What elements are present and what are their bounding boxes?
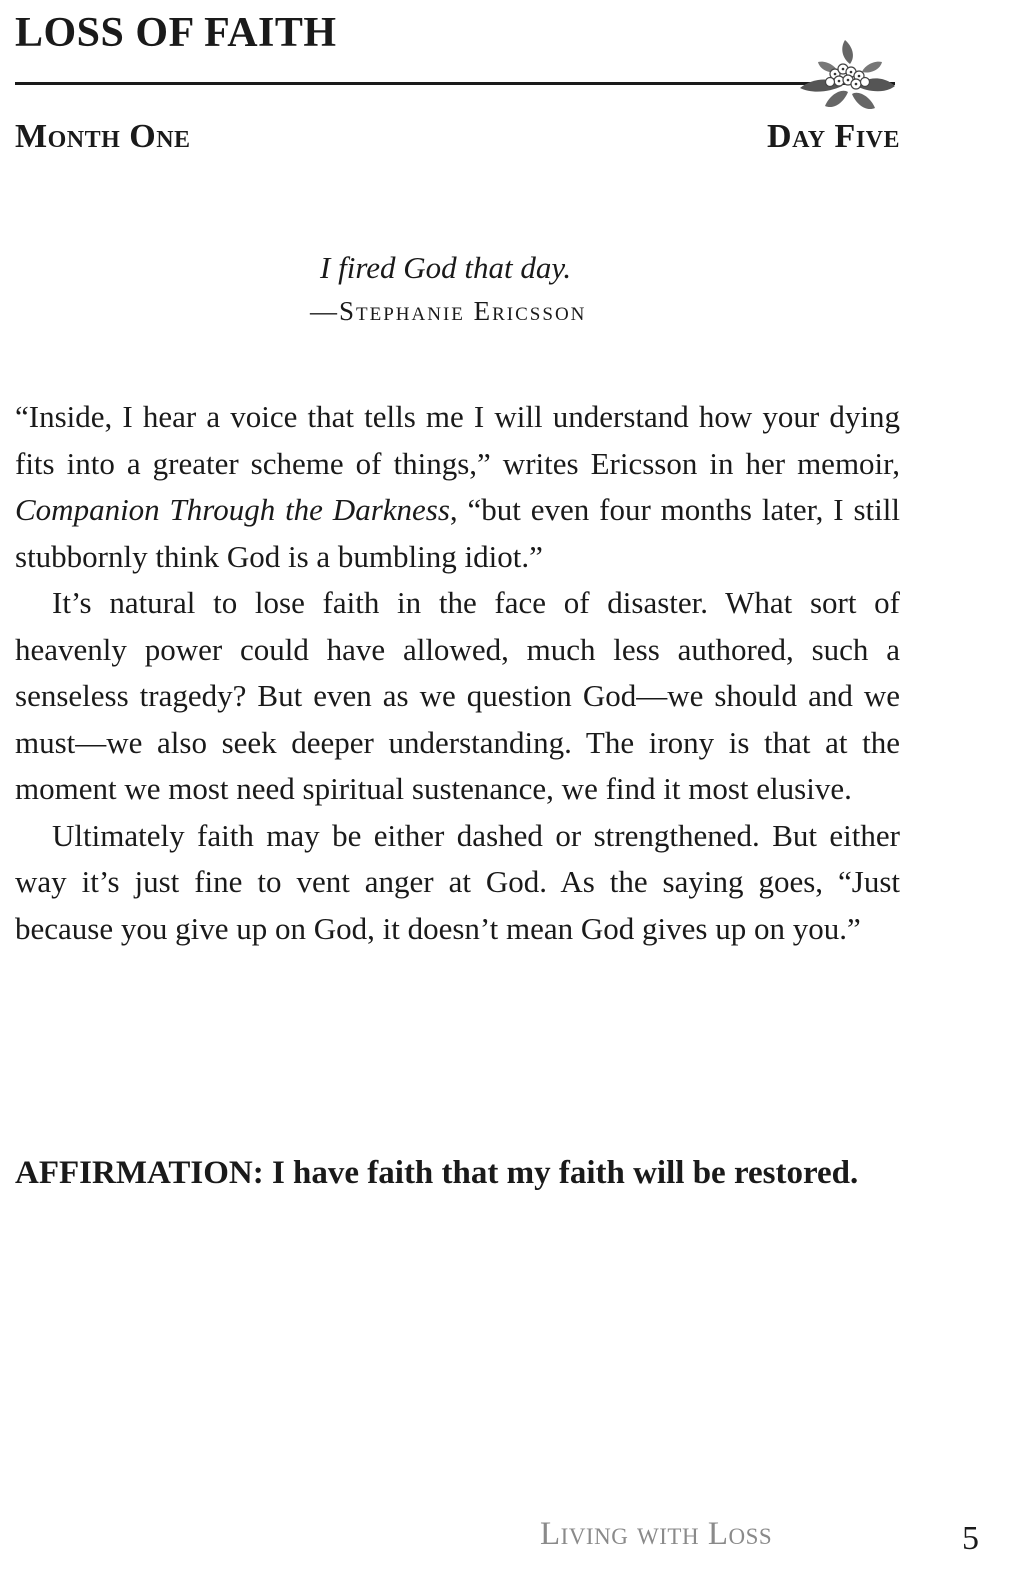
flower-ornament-icon: [790, 36, 905, 118]
running-footer: Living with Loss: [540, 1516, 773, 1552]
page-title: LOSS OF FAITH: [15, 10, 337, 56]
epigraph-author: —Stephanie Ericsson: [310, 296, 587, 327]
epigraph-quote: I fired God that day.: [320, 250, 572, 285]
body-text: [15, 394, 900, 952]
month-label: Month One: [15, 118, 191, 155]
title-rule: [15, 82, 895, 85]
paragraph-2: It’s natural to lose faith in the face of disaster. What sort of heavenly power could have allowed, much less authored, such a senseless tragedy? But even as we question God—we should and we must—we also seek deeper understanding. The irony is that at the moment we most need spiritual sustenance, we find it most elusive.: [15, 585, 900, 806]
paragraph-1: “Inside, I hear a voice that tells me I will understand how your dying fits into a greater scheme of things,” writes Ericsson in her memoir, Companion Through the Darkness, “but even four months later, I still stubbornly think God is a bumbling idiot.”: [15, 399, 900, 574]
book-title: Companion Through the Darkness: [15, 492, 450, 527]
epigraph: [310, 248, 740, 329]
paragraph-3: Ultimately faith may be either dashed or strengthened. But either way it’s just fine to vent anger at God. As the saying goes, “Just because you give up on God, it doesn’t mean God gives up on you.”: [15, 817, 900, 946]
affirmation: AFFIRMATION: I have faith that my faith will be restored.: [15, 1155, 859, 1191]
page-number: 5: [962, 1520, 979, 1557]
day-label: Day Five: [767, 118, 900, 155]
